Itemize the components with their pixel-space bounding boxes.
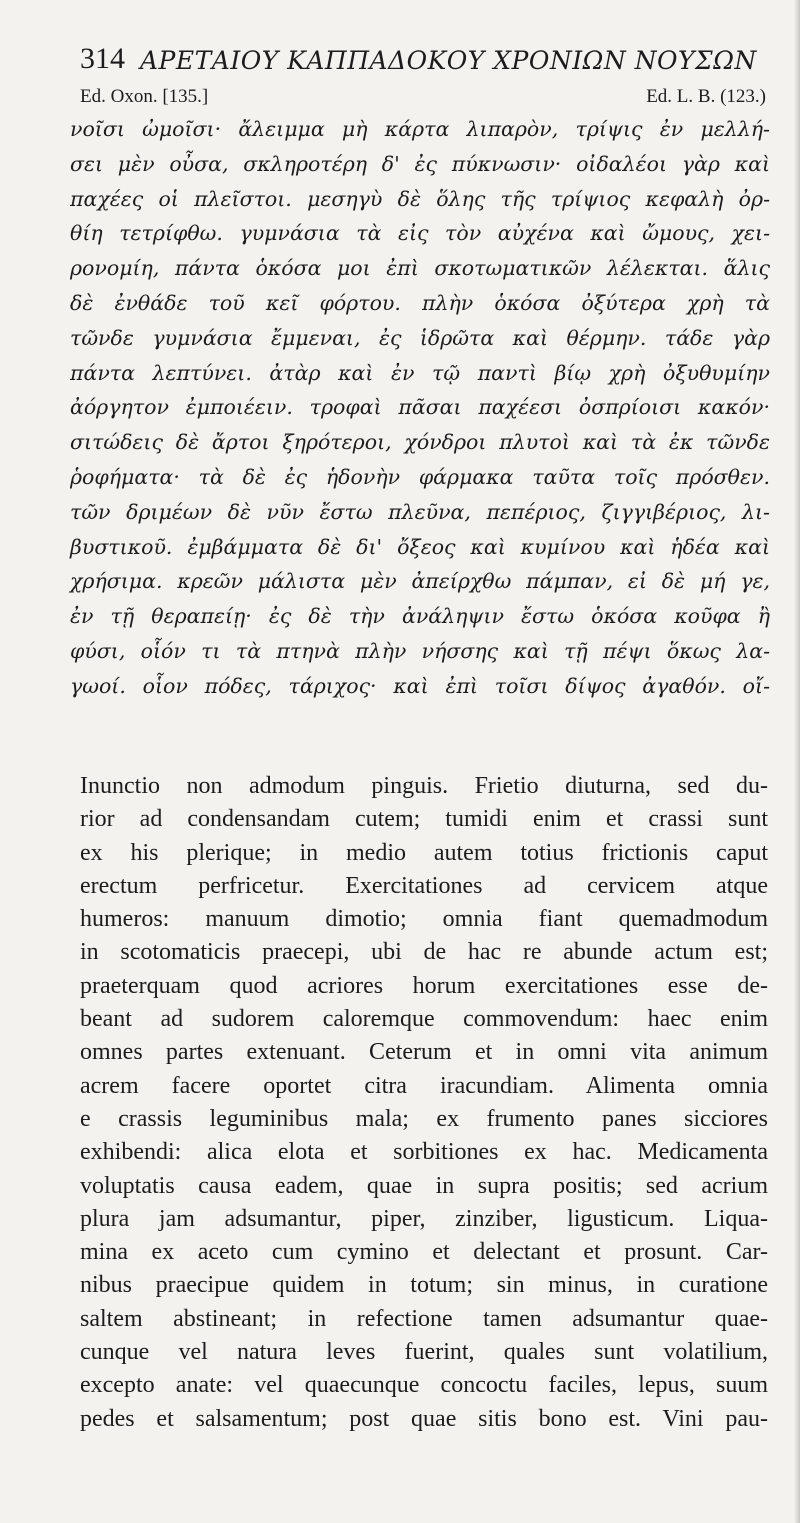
latin-line: humeros: manuum dimotio; omnia fiant quemadmodum	[80, 906, 768, 933]
latin-line: omnes partes extenuant. Ceterum et in omni vita animum	[80, 1039, 768, 1066]
greek-line: πάντα λεπτύνει. ἀτὰρ καὶ ἐν τῷ παντὶ βίῳ χρὴ ὀξυθυμίην	[70, 360, 770, 385]
greek-line: γωοί. οἷον πόδες, τάριχος· καὶ ἐπὶ τοῖσι δίψος ἀγαθόν. οἴ-	[70, 673, 770, 698]
greek-line: τῶν δριμέων δὲ νῦν ἔστω πλεῦνα, πεπέριος, ζιγγιβέριος, λι-	[70, 499, 770, 524]
latin-line: excepto anate: vel quaecunque concoctu faciles, lepus, suum	[80, 1372, 768, 1399]
greek-line: ἐν τῇ θεραπείῃ· ἐς δὲ τὴν ἀνάληψιν ἔστω ὁκόσα κοῦφα ἢ	[70, 604, 770, 629]
greek-line: φύσι, οἷόν τι τὰ πτηνὰ πλὴν νήσσης καὶ τῇ πέψι ὅκως λα-	[70, 638, 770, 663]
latin-line: ex his plerique; in medio autem totius frictionis caput	[80, 839, 768, 866]
greek-line: βυστικοῦ. ἐμβάμματα δὲ δι' ὄξεος καὶ κυμίνου καὶ ἡδέα καὶ	[70, 534, 770, 559]
latin-text-block	[80, 770, 768, 1436]
latin-line: nibus praecipue quidem in totum; sin minus, in curatione	[80, 1272, 768, 1299]
greek-text-block	[70, 112, 770, 704]
latin-line: e crassis leguminibus mala; ex frumento panes sicciores	[80, 1105, 768, 1132]
greek-line: ῥοφήματα· τὰ δὲ ἐς ἡδονὴν φάρμακα ταῦτα τοῖς πρόσθεν.	[70, 464, 770, 489]
latin-line: voluptatis causa eadem, quae in supra positis; sed acrium	[80, 1172, 768, 1199]
greek-line: ἀόργητον ἐμποιέειν. τροφαὶ πᾶσαι παχέεσι ὀσπρίοισι κακόν·	[70, 395, 770, 420]
page-number: 314	[80, 42, 125, 75]
latin-line: beant ad sudorem caloremque commovendum: haec enim	[80, 1006, 768, 1033]
latin-line: erectum perfricetur. Exercitationes ad cervicem atque	[80, 872, 768, 899]
latin-line: rior ad condensandam cutem; tumidi enim et crassi sunt	[80, 806, 768, 833]
latin-line: mina ex aceto cum cymino et delectant et prosunt. Car-	[80, 1239, 768, 1266]
greek-line: χρήσιμα. κρεῶν μάλιστα μὲν ἀπείρχθω πάμπαν, εἰ δὲ μή γε,	[70, 569, 770, 594]
page-header	[80, 36, 760, 82]
latin-line: praeterquam quod acriores horum exercitationes esse de-	[80, 972, 768, 999]
latin-line: saltem abstineant; in refectione tamen adsumantur quae-	[80, 1305, 768, 1332]
greek-line: θίη τετρίφθω. γυμνάσια τὰ εἰς τὸν αὐχένα καὶ ὤμους, χει-	[70, 221, 770, 246]
edition-oxon-reference: Ed. Oxon. [135.]	[80, 86, 209, 107]
greek-line: σει μὲν οὖσα, σκληροτέρη δ' ἐς πύκνωσιν· οἰδαλέοι γὰρ καὶ	[70, 151, 770, 176]
edition-lb-reference: Ed. L. B. (123.)	[646, 86, 766, 107]
greek-line: δὲ ἐνθάδε τοῦ κεῖ φόρτου. πλὴν ὁκόσα ὀξύτερα χρὴ τὰ	[70, 290, 770, 315]
page-edge-shadow	[794, 0, 800, 1523]
greek-line: παχέες οἱ πλεῖστοι. μεσηγὺ δὲ ὅλης τῆς τρίψιος κεφαλὴ ὀρ-	[70, 186, 770, 211]
latin-line: plura jam adsumantur, piper, zinziber, ligusticum. Liqua-	[80, 1205, 768, 1232]
greek-line: σιτώδεις δὲ ἄρτοι ξηρότεροι, χόνδροι πλυτοὶ καὶ τὰ ἐκ τῶνδε	[70, 430, 770, 455]
latin-line: exhibendi: alica elota et sorbitiones ex hac. Medicamenta	[80, 1139, 768, 1166]
latin-line: Inunctio non admodum pinguis. Frietio diuturna, sed du-	[80, 773, 768, 799]
greek-line: νοῖσι ὠμοῖσι· ἄλειμμα μὴ κάρτα λιπαρὸν, τρίψις ἐν μελλή-	[70, 117, 770, 141]
latin-line: pedes et salsamentum; post quae sitis bono est. Vini pau-	[80, 1405, 768, 1432]
latin-line: acrem facere oportet citra iracundiam. Alimenta omnia	[80, 1072, 768, 1099]
running-title: ΑΡΕΤΑΙΟΥ ΚΑΠΠΑΔΟΚΟΥ ΧΡΟΝΙΩΝ ΝΟΥΣΩΝ	[140, 46, 757, 75]
greek-line: τῶνδε γυμνάσια ἔμμεναι, ἐς ἱδρῶτα καὶ θέρμην. τάδε γὰρ	[70, 325, 770, 350]
latin-line: cunque vel natura leves fuerint, quales sunt volatilium,	[80, 1339, 768, 1366]
latin-line: in scotomaticis praecepi, ubi de hac re abunde actum est;	[80, 939, 768, 966]
greek-line: ρονομίη, πάντα ὁκόσα μοι ἐπὶ σκοτωματικῶν λέλεκται. ἅλις	[70, 256, 770, 281]
